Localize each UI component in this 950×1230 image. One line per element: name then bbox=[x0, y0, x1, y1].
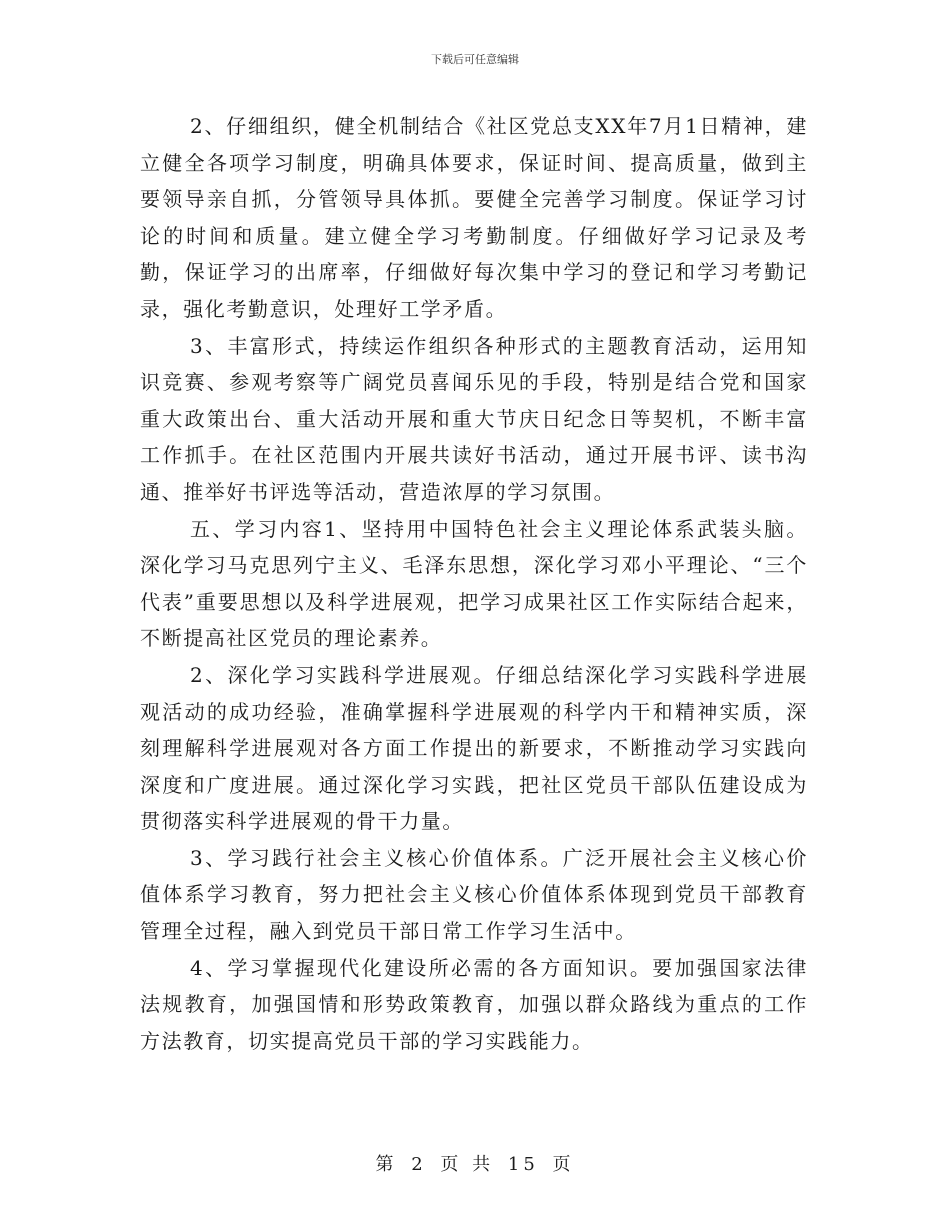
paragraph-4: 2、深化学习实践科学进展观。仔细总结深化学习实践科学进展观活动的成功经验，准确掌握科学进展观的科学内干和精神实质，深刻理解科学进展观对各方面工作提出的新要求，不断推动学习实践向深度和广度进展。通过深化学习实践，把社区党员干部队伍建设成为贯彻落实科学进展观的骨干力量。 bbox=[140, 662, 808, 834]
paragraph-2: 3、丰富形式，持续运作组织各种形式的主题教育活动，运用知识竞赛、参观考察等广阔党员喜闻乐见的手段，特别是结合党和国家重大政策出台、重大活动开展和重大节庆日纪念日等契机，不断丰富工作抓手。在社区范围内开展共读好书活动，通过开展书评、读书沟通、推举好书评选等活动，营造浓厚的学习氛围。 bbox=[140, 333, 808, 504]
footer-current-page: 2 bbox=[411, 1154, 427, 1175]
footer-total-pages: 15 bbox=[507, 1154, 539, 1175]
paragraph-3: 五、学习内容1、坚持用中国特色社会主义理论体系武装头脑。深化学习马克思列宁主义、毛泽东思想，深化学习邓小平理论、“三个代表”重要思想以及科学进展观，把学习成果社区工作实际结合起来，不断提高社区党员的理论素养。 bbox=[140, 516, 808, 651]
footer-suffix: 页 bbox=[552, 1154, 575, 1175]
paragraph-1: 2、仔细组织，健全机制结合《社区党总支XX年7月1日精神，建立健全各项学习制度，明确具体要求，保证时间、提高质量，做到主要领导亲自抓，分管领导具体抓。要健全完善学习制度。保证学习讨论的时间和质量。建立健全学习考勤制度。仔细做好学习记录及考勤，保证学习的出席率，仔细做好每次集中学习的登记和学习考勤记录，强化考勤意识，处理好工学矛盾。 bbox=[140, 114, 808, 321]
page-header-note: 下载后可任意编辑 bbox=[431, 53, 519, 66]
page-footer bbox=[0, 1152, 950, 1178]
paragraph-6: 4、学习掌握现代化建设所必需的各方面知识。要加强国家法律法规教育，加强国情和形势政策教育，加强以群众路线为重点的工作方法教育，切实提高党员干部的学习实践能力。 bbox=[140, 955, 808, 1053]
footer-prefix: 第 bbox=[375, 1154, 398, 1175]
document-body bbox=[140, 108, 808, 1059]
paragraph-5: 3、学习践行社会主义核心价值体系。广泛开展社会主义核心价值体系学习教育，努力把社会主义核心价值体系体现到党员干部教育管理全过程，融入到党员干部日常工作学习生活中。 bbox=[140, 845, 808, 944]
footer-middle: 页 共 bbox=[440, 1154, 495, 1175]
